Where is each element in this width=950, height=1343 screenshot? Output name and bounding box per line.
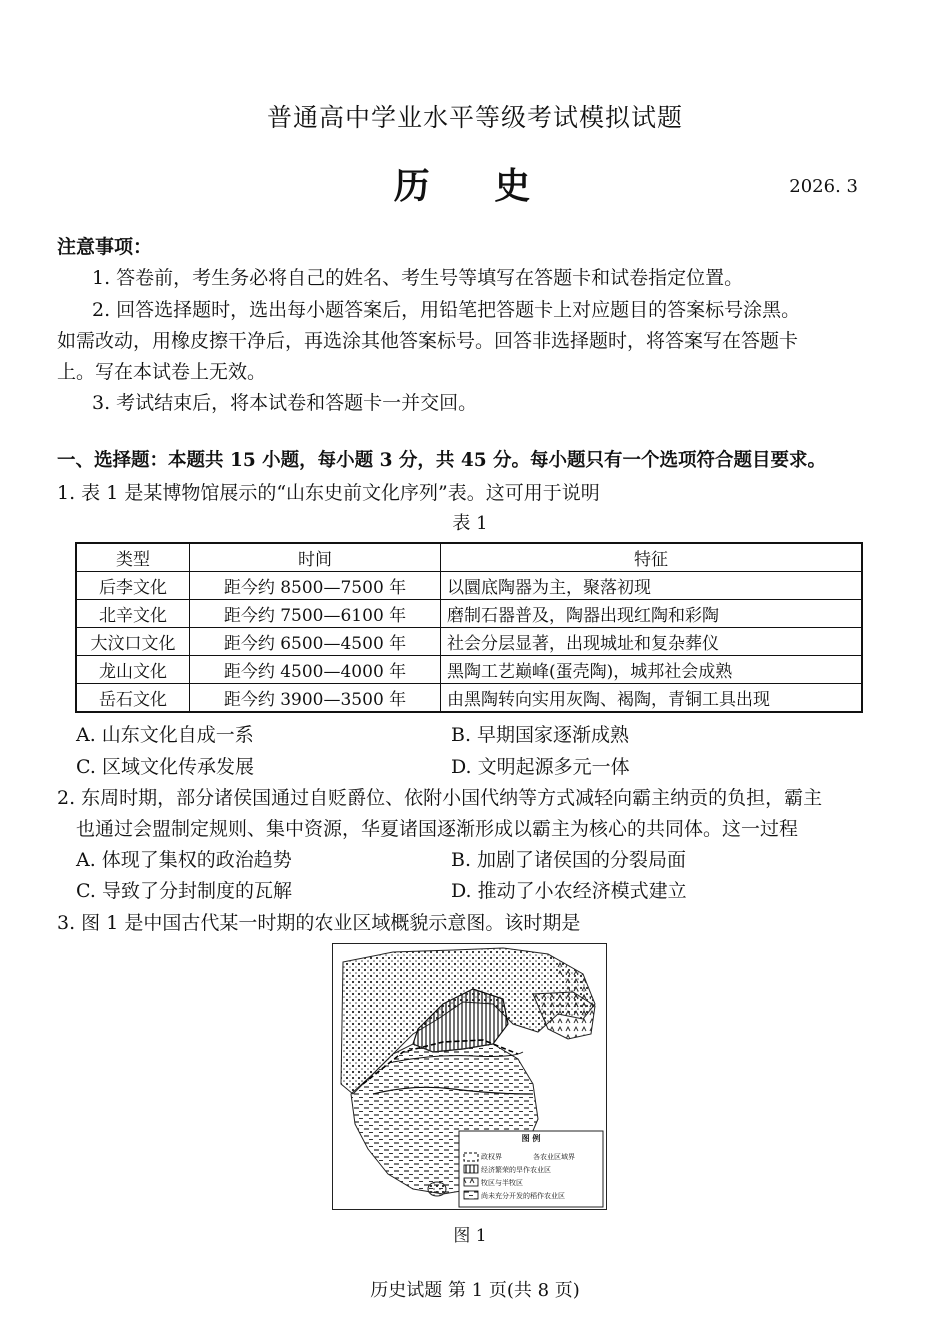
legend-item: 经济繁荣的旱作农业区 — [481, 1166, 551, 1174]
table-cell: 距今约 8500—7500 年 — [190, 572, 441, 600]
figure-caption: 图 1 — [453, 1226, 487, 1246]
legend-item: 各农业区域界 — [533, 1153, 575, 1161]
legend-item: 尚未充分开发的稻作农业区 — [481, 1192, 565, 1200]
table-row — [76, 656, 862, 684]
table-cell: 黑陶工艺巅峰(蛋壳陶)，城邦社会成熟 — [441, 656, 863, 684]
option-d[interactable]: D. 推动了小农经济模式建立 — [451, 880, 687, 902]
table-row — [76, 572, 862, 600]
table-cell: 后李文化 — [76, 572, 190, 600]
page-footer: 历史试题 第 1 页(共 8 页) — [370, 1280, 580, 1301]
option-b[interactable]: B. 加剧了诸侯国的分裂局面 — [451, 849, 687, 871]
table-header-cell: 类型 — [76, 543, 190, 572]
table-cell: 岳石文化 — [76, 684, 190, 713]
table-header-row — [76, 543, 862, 572]
table-header-cell: 时间 — [190, 543, 441, 572]
table-cell: 北辛文化 — [76, 600, 190, 628]
option-a[interactable]: A. 山东文化自成一系 — [76, 724, 254, 746]
table-cell: 距今约 4500—4000 年 — [190, 656, 441, 684]
table-header-cell: 特征 — [441, 543, 863, 572]
table-row — [76, 684, 862, 713]
table-cell: 距今约 7500—6100 年 — [190, 600, 441, 628]
table-cell: 以圜底陶器为主，聚落初现 — [441, 572, 863, 600]
legend-title: 图 例 — [521, 1133, 541, 1143]
question-2-stem: 也通过会盟制定规则、集中资源，华夏诸国逐渐形成以霸主为核心的共同体。这一过程 — [76, 818, 799, 840]
table-cell: 由黑陶转向实用灰陶、褐陶，青铜工具出现 — [441, 684, 863, 713]
table-cell: 大汶口文化 — [76, 628, 190, 656]
option-c[interactable]: C. 导致了分封制度的瓦解 — [76, 880, 292, 902]
legend-item: 政权界 — [481, 1153, 502, 1161]
map-drawing — [333, 944, 606, 1209]
legend-item: 牧区与半牧区 — [481, 1179, 523, 1187]
agriculture-map — [332, 943, 607, 1210]
question-2-stem: 2. 东周时期，部分诸侯国通过自贬爵位、依附小国代纳等方式减轻向霸主纳贡的负担，霸主 — [57, 787, 823, 809]
note-item: 上。写在本试卷上无效。 — [57, 361, 267, 383]
table-cell: 距今约 3900—3500 年 — [190, 684, 441, 713]
exam-date: 2026. 3 — [789, 176, 858, 197]
table-row — [76, 628, 862, 656]
option-b[interactable]: B. 早期国家逐渐成熟 — [451, 724, 630, 746]
table-row — [76, 600, 862, 628]
notes-heading: 注意事项： — [57, 236, 153, 258]
note-item: 3. 考试结束后，将本试卷和答题卡一并交回。 — [92, 392, 478, 414]
note-item: 如需改动，用橡皮擦干净后，再选涂其他答案标号。回答非选择题时，将答案写在答题卡 — [57, 330, 799, 352]
table-cell: 社会分层显著，出现城址和复杂葬仪 — [441, 628, 863, 656]
subject-title: 历 史 — [393, 165, 557, 207]
table-cell: 龙山文化 — [76, 656, 190, 684]
note-item: 2. 回答选择题时，选出每小题答案后，用铅笔把答题卡上对应题目的答案标号涂黑。 — [92, 299, 801, 321]
section-heading: 一、选择题：本题共 15 小题，每小题 3 分，共 45 分。每小题只有一个选项符合题目要求。 — [57, 450, 827, 471]
option-a[interactable]: A. 体现了集权的政治趋势 — [76, 849, 292, 871]
option-d[interactable]: D. 文明起源多元一体 — [451, 756, 630, 778]
culture-table — [75, 542, 863, 713]
table-cell: 距今约 6500—4500 年 — [190, 628, 441, 656]
option-c[interactable]: C. 区域文化传承发展 — [76, 756, 254, 778]
question-3-stem: 3. 图 1 是中国古代某一时期的农业区域概貌示意图。该时期是 — [57, 912, 581, 934]
table-cell: 磨制石器普及，陶器出现红陶和彩陶 — [441, 600, 863, 628]
exam-title: 普通高中学业水平等级考试模拟试题 — [266, 103, 683, 132]
table-title: 表 1 — [452, 513, 488, 534]
question-1-stem: 1. 表 1 是某博物馆展示的“山东史前文化序列”表。这可用于说明 — [57, 482, 600, 504]
note-item: 1. 答卷前，考生务必将自己的姓名、考生号等填写在答题卡和试卷指定位置。 — [92, 267, 744, 289]
